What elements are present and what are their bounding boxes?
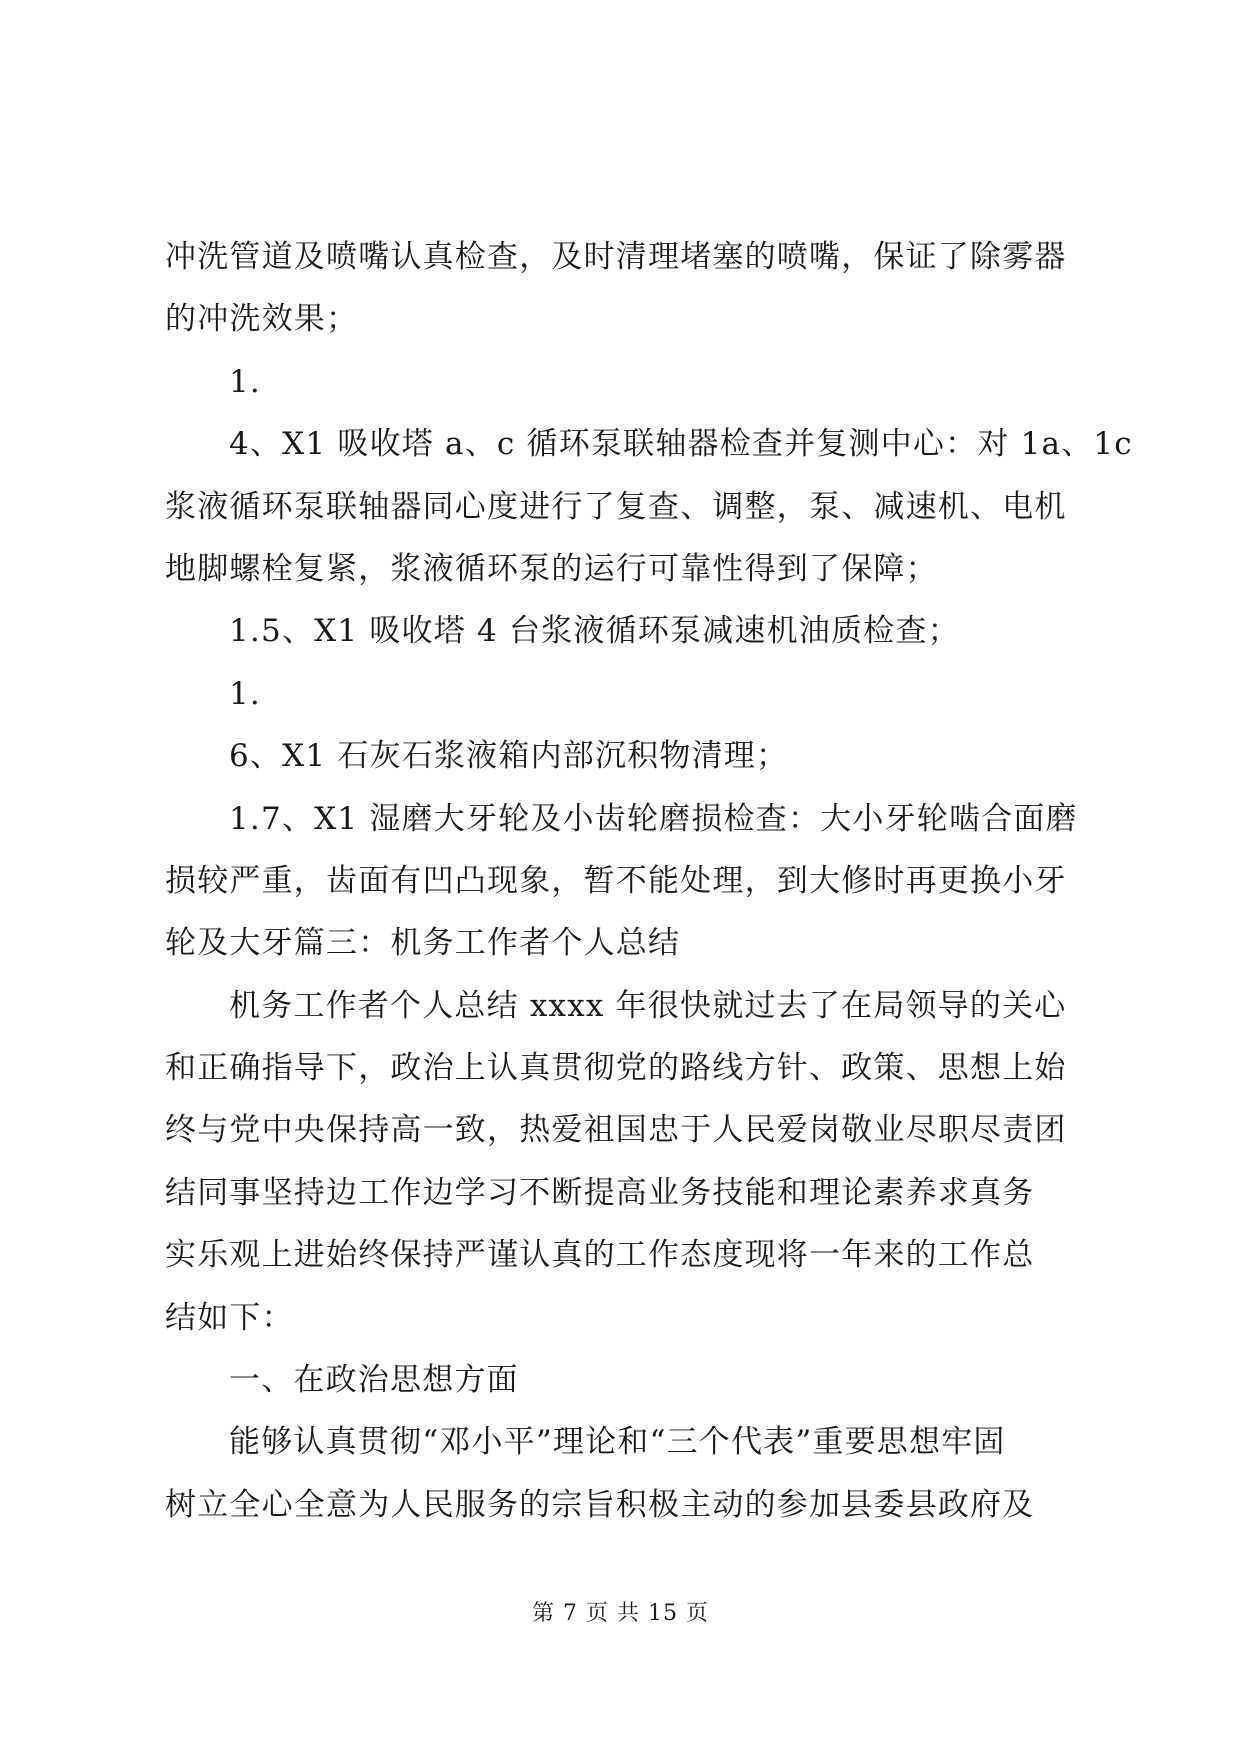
text-line: 轮及大牙篇三：机务工作者个人总结 — [165, 925, 681, 962]
text-line: 6、X1 石灰石浆液箱内部沉积物清理； — [229, 738, 789, 775]
text-line: 损较严重，齿面有凹凸现象，暂不能处理，到大修时再更换小牙 — [165, 862, 1067, 899]
text-line: 一、在政治思想方面 — [229, 1362, 519, 1399]
text-line: 1. — [229, 675, 261, 712]
text-line: 地脚螺栓复紧，浆液循环泵的运行可靠性得到了保障； — [165, 550, 938, 587]
text-line: 1.5、X1 吸收塔 4 台浆液循环泵减速机油质检查； — [229, 613, 960, 650]
text-line: 结如下： — [165, 1299, 294, 1336]
text-line: 4、X1 吸收塔 a、c 循环泵联轴器检查并复测中心：对 1a、1c — [229, 426, 1133, 463]
text-line: 的冲洗效果； — [165, 301, 359, 338]
document-body — [165, 226, 1133, 1536]
text-line: 实乐观上进始终保持严谨认真的工作态度现将一年来的工作总 — [165, 1237, 1035, 1274]
text-line: 1. — [229, 363, 261, 400]
text-line: 和正确指导下，政治上认真贯彻党的路线方针、政策、思想上始 — [165, 1050, 1067, 1087]
text-line: 结同事坚持边工作边学习不断提高业务技能和理论素养求真务 — [165, 1174, 1035, 1211]
text-line: 浆液循环泵联轴器同心度进行了复查、调整，泵、减速机、电机 — [165, 488, 1067, 525]
text-line: 树立全心全意为人民服务的宗旨积极主动的参加县委县政府及 — [165, 1486, 1035, 1523]
text-line: 1.7、X1 湿磨大牙轮及小齿轮磨损检查：大小牙轮啮合面磨 — [229, 800, 1078, 837]
text-line: 能够认真贯彻“邓小平”理论和“三个代表”重要思想牢固 — [229, 1424, 1006, 1461]
text-line: 机务工作者个人总结 xxxx 年很快就过去了在局领导的关心 — [229, 987, 1067, 1024]
text-line: 终与党中央保持高一致，热爱祖国忠于人民爱岗敬业尽职尽责团 — [165, 1112, 1067, 1149]
page-number-footer: 第 7 页 共 15 页 — [532, 1601, 709, 1626]
text-line: 冲洗管道及喷嘴认真检查，及时清理堵塞的喷嘴，保证了除雾器 — [165, 239, 1067, 275]
